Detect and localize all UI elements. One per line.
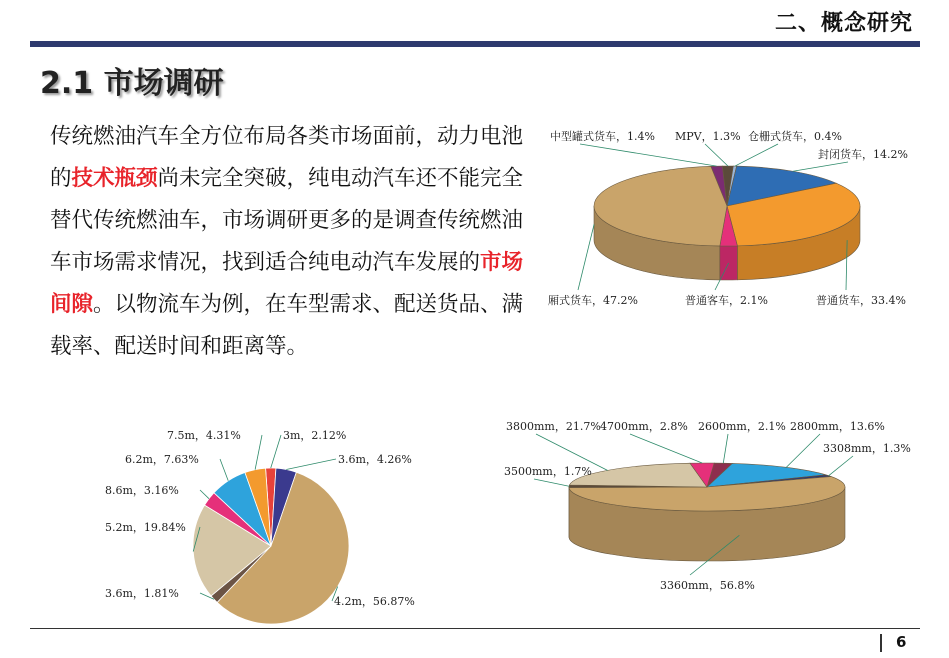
pie-leader-line <box>723 434 728 463</box>
pie-slice-label: 7.5m，4.31% <box>167 429 241 442</box>
pie-leader-line <box>271 435 281 468</box>
pie-slice-label: 6.2m，7.63% <box>125 453 199 466</box>
pie-slice-label: 普通货车，33.4% <box>816 294 906 307</box>
pie-slice-label: 仓栅式货车，0.4% <box>748 130 842 143</box>
pie-slice-label: 普通客车，2.1% <box>685 294 768 307</box>
pie-chart-3 <box>504 420 911 592</box>
pie-slice-label: 5.2m，19.84% <box>105 521 186 534</box>
pie-leader-line <box>735 144 778 166</box>
page-title: 2.1 市场调研 <box>40 66 224 101</box>
pie-slice-label: 2600mm，2.1% <box>698 420 786 433</box>
footer-line <box>30 628 920 629</box>
pie-slice-label: 2800mm，13.6% <box>790 420 885 433</box>
pie-slice-label: 3.6m，1.81% <box>105 587 179 600</box>
pie-slice-label: 厢式货车，47.2% <box>548 294 638 307</box>
pie-leader-line <box>286 459 336 470</box>
page-number: 6 <box>896 633 907 651</box>
pie-leader-line <box>255 435 262 470</box>
pie-slice-label: 3308mm，1.3% <box>823 442 911 455</box>
pie-slice-label: 中型罐式货车，1.4% <box>550 130 655 143</box>
pie-slice-label: 3m，2.12% <box>283 429 347 442</box>
pie-slice-label: 3800mm，21.7% <box>506 420 601 433</box>
pie-leader-line <box>578 224 594 290</box>
pie-slice-label: 3360mm，56.8% <box>660 579 755 592</box>
pie-slice-label: 封闭货车，14.2% <box>818 148 908 161</box>
pie-leader-line <box>580 144 717 166</box>
highlight-tech-bottleneck: 技术瓶颈 <box>71 166 158 191</box>
pie-leader-line <box>630 434 702 463</box>
pie-chart-1 <box>548 129 908 307</box>
pie-leader-line <box>829 456 853 476</box>
pie-chart-2 <box>105 429 415 624</box>
pie-slice-label: 8.6m，3.16% <box>105 484 179 497</box>
pie-slice-label: 4.2m，56.87% <box>334 595 415 608</box>
body-text-2: 尚未完全突破，纯电动汽车还不能完全替代传统燃油车，市场调研更多的是调查传统燃油车市场需求情况，找到适合纯电动汽车发展的 <box>50 166 524 275</box>
pie-slice-label: 3.6m，4.26% <box>338 453 412 466</box>
highlight-market-gap: 市场间隙 <box>50 250 524 317</box>
pie-slice-label: 4700mm，2.8% <box>600 420 688 433</box>
pie-leader-line <box>786 434 820 467</box>
pie-leader-line <box>793 162 848 171</box>
pie-slice-label: MPV，1.3% <box>675 130 741 143</box>
pie-leader-line <box>200 490 209 499</box>
pie-leader-line <box>705 144 728 166</box>
body-text-3: 。以物流车为例，在车型需求、配送货品、满载率、配送时间和距离等。 <box>50 292 524 359</box>
pie-slice-label: 3500mm，1.7% <box>504 465 592 478</box>
section-title: 二、概念研究 <box>774 11 913 36</box>
body-text-1: 传统燃油汽车全方位布局各类市场面前，动力电池的 <box>50 124 524 191</box>
page-separator <box>880 634 882 652</box>
pie-leader-line <box>220 459 228 481</box>
pie-leader-line <box>534 479 569 486</box>
